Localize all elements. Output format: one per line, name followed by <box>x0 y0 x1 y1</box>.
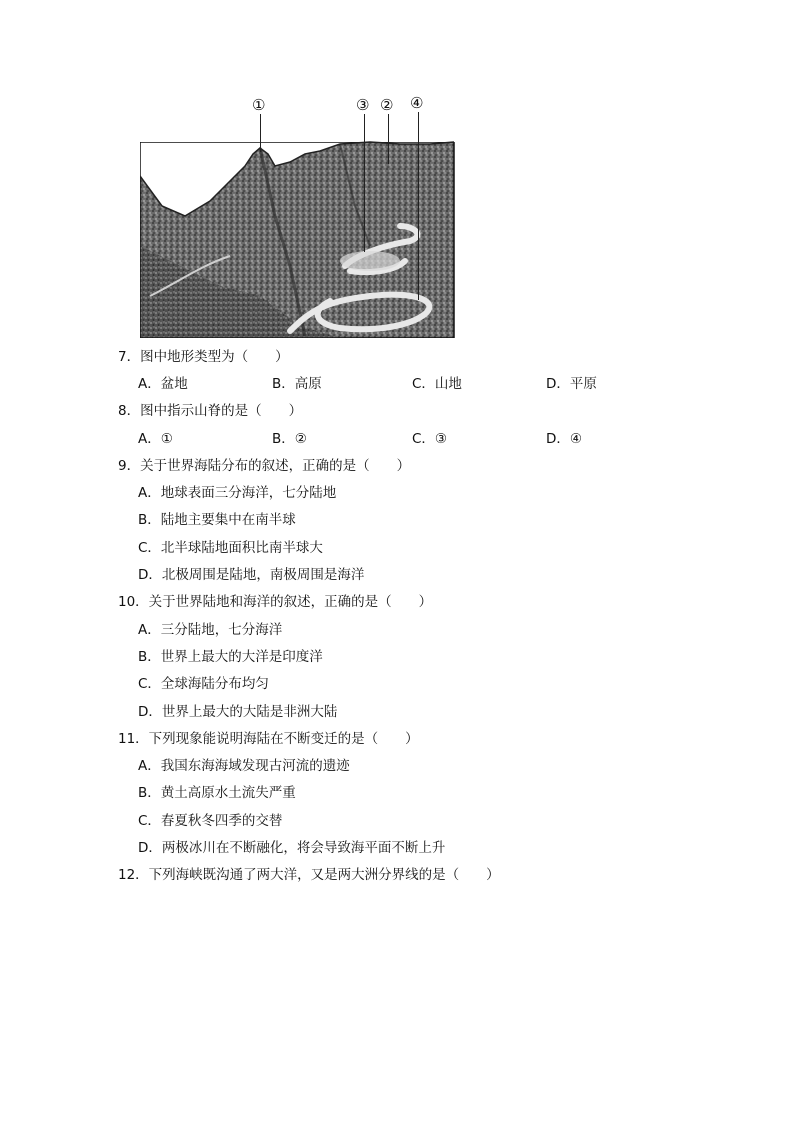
question-11-stem: 11．下列现象能说明海陆在不断变迁的是（ ） <box>118 731 419 747</box>
callout-3-line <box>364 114 365 252</box>
q10-option-b: B．世界上最大的大洋是印度洋 <box>138 649 323 665</box>
q7-option-b: B．高原 <box>272 376 322 392</box>
q7-option-d: D．平原 <box>546 376 597 392</box>
question-7-stem: 7．图中地形类型为（ ） <box>118 349 289 365</box>
q8-option-b: B．② <box>272 431 307 447</box>
q11-option-a: A．我国东海海域发现古河流的遗迹 <box>138 758 350 774</box>
callout-4: ④ <box>410 94 424 112</box>
q8-option-a: A．① <box>138 431 173 447</box>
q8-option-d: D．④ <box>546 431 582 447</box>
q7-option-c: C．山地 <box>412 376 462 392</box>
q9-option-b: B．陆地主要集中在南半球 <box>138 512 296 528</box>
q11-option-d: D．两极冰川在不断融化，将会导致海平面不断上升 <box>138 840 446 856</box>
callout-1-line <box>260 114 261 152</box>
q11-option-b: B．黄土高原水土流失严重 <box>138 785 296 801</box>
q11-option-c: C．春夏秋冬四季的交替 <box>138 813 283 829</box>
question-12-stem: 12．下列海峡既沟通了两大洋，又是两大洲分界线的是（ ） <box>118 867 500 883</box>
callout-4-line <box>418 112 419 300</box>
q8-option-c: C．③ <box>412 431 448 447</box>
q10-option-d: D．世界上最大的大陆是非洲大陆 <box>138 704 338 720</box>
callout-3: ③ <box>356 96 370 114</box>
q7-option-a: A．盆地 <box>138 376 188 392</box>
question-10-stem: 10．关于世界陆地和海洋的叙述，正确的是（ ） <box>118 594 433 610</box>
question-9-stem: 9．关于世界海陆分布的叙述，正确的是（ ） <box>118 458 411 474</box>
q9-option-a: A．地球表面三分海洋，七分陆地 <box>138 485 337 501</box>
question-8-stem: 8．图中指示山脊的是（ ） <box>118 403 303 419</box>
callout-2-line <box>388 114 389 164</box>
callout-2: ② <box>380 96 394 114</box>
q9-option-d: D．北极周围是陆地，南极周围是海洋 <box>138 567 365 583</box>
q9-option-c: C．北半球陆地面积比南半球大 <box>138 540 323 556</box>
mountain-photo <box>140 96 456 338</box>
q10-option-c: C．全球海陆分布均匀 <box>138 676 269 692</box>
q10-option-a: A．三分陆地，七分海洋 <box>138 622 283 638</box>
landscape-figure <box>140 96 456 338</box>
callout-1: ① <box>252 96 266 114</box>
